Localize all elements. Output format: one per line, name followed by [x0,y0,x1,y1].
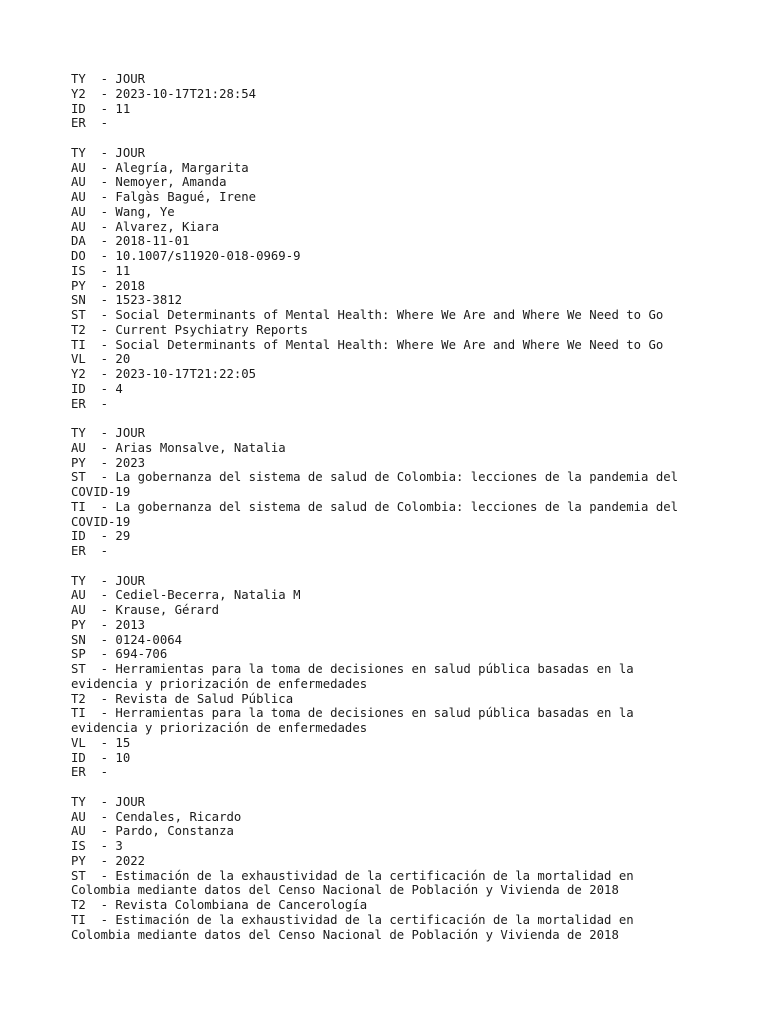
blank-line [71,780,711,795]
ris-line: TI - La gobernanza del sistema de salud de Colombia: lecciones de la pandemia del [71,499,679,514]
ris-line: DA - 2018-11-01 [71,234,190,249]
ris-line: COVID-19 [71,485,131,499]
ris-line: SP - 694-706 [71,647,168,662]
ris-line: ST - Social Determinants of Mental Health: Where We Are and Where We Need to Go [71,308,664,322]
ris-line: AU - Nemoyer, Amanda [71,175,227,190]
ris-line: evidencia y priorización de enfermedades [71,676,368,691]
ris-line: VL - 15 [71,735,131,750]
ris-line: DO - 10.1007/s11920-018-0969-9 [71,249,301,263]
ris-line: ER - [71,116,116,131]
ris-line: TY - JOUR [71,573,146,588]
ris-line: evidencia y priorización de enfermedades [71,721,368,735]
ris-line: ID - 11 [71,101,131,116]
ris-line: PY - 2022 [71,853,146,868]
ris-line: IS - 3 [71,839,123,853]
ris-line: AU - Falgàs Bagué, Irene [71,190,257,204]
ris-line: AU - Cendales, Ricardo [71,809,242,824]
ris-line: AU - Pardo, Constanza [71,824,234,839]
ris-line: ER - [71,544,116,558]
blank-line [71,131,711,146]
ris-line: Colombia mediante datos del Censo Nacional de Población y Vivienda de 2018 [71,927,619,942]
ris-line: T2 - Revista Colombiana de Cancerología [71,898,368,912]
ris-line: ST - Estimación de la exhaustividad de la certificación de la mortalidad en [71,868,634,883]
ris-line: Y2 - 2023-10-17T21:28:54 [71,86,257,101]
ris-line: TI - Social Determinants of Mental Health: Where We Are and Where We Need to Go [71,337,664,352]
ris-line: VL - 20 [71,352,131,367]
ris-line: PY - 2023 [71,455,146,470]
ris-line: TY - JOUR [71,794,146,809]
ris-line: T2 - Revista de Salud Pública [71,691,294,706]
ris-line: AU - Alegría, Margarita [71,160,249,175]
ris-line: ID - 29 [71,529,131,544]
ris-line: ST - La gobernanza del sistema de salud de Colombia: lecciones de la pandemia del [71,470,679,485]
ris-line: SN - 0124-0064 [71,632,183,647]
blank-line [71,559,711,574]
ris-line: PY - 2018 [71,278,146,293]
ris-document-text [71,72,711,942]
ris-line: TY - JOUR [71,145,146,160]
ris-line: T2 - Current Psychiatry Reports [71,322,308,337]
ris-line: TI - Herramientas para la toma de decisiones en salud pública basadas en la [71,706,634,721]
blank-line [71,411,711,426]
ris-line: SN - 1523-3812 [71,293,183,308]
ris-line: TY - JOUR [71,72,146,86]
ris-line: AU - Wang, Ye [71,204,175,219]
ris-line: AU - Cediel-Becerra, Natalia M [71,588,301,603]
ris-line: TY - JOUR [71,426,146,440]
ris-line: PY - 2013 [71,617,146,632]
ris-line: ER - [71,765,116,780]
ris-line: COVID-19 [71,514,131,529]
ris-line: ID - 10 [71,750,131,765]
ris-line: ID - 4 [71,381,123,396]
ris-line: IS - 11 [71,263,131,278]
ris-line: TI - Estimación de la exhaustividad de la certificación de la mortalidad en [71,912,634,927]
ris-line: AU - Arias Monsalve, Natalia [71,440,286,455]
ris-line: ST - Herramientas para la toma de decisiones en salud pública basadas en la [71,662,634,676]
ris-line: AU - Alvarez, Kiara [71,219,220,234]
ris-line: ER - [71,396,116,411]
ris-line: Colombia mediante datos del Censo Nacional de Población y Vivienda de 2018 [71,883,619,898]
ris-line: Y2 - 2023-10-17T21:22:05 [71,367,257,381]
ris-line: AU - Krause, Gérard [71,603,220,617]
